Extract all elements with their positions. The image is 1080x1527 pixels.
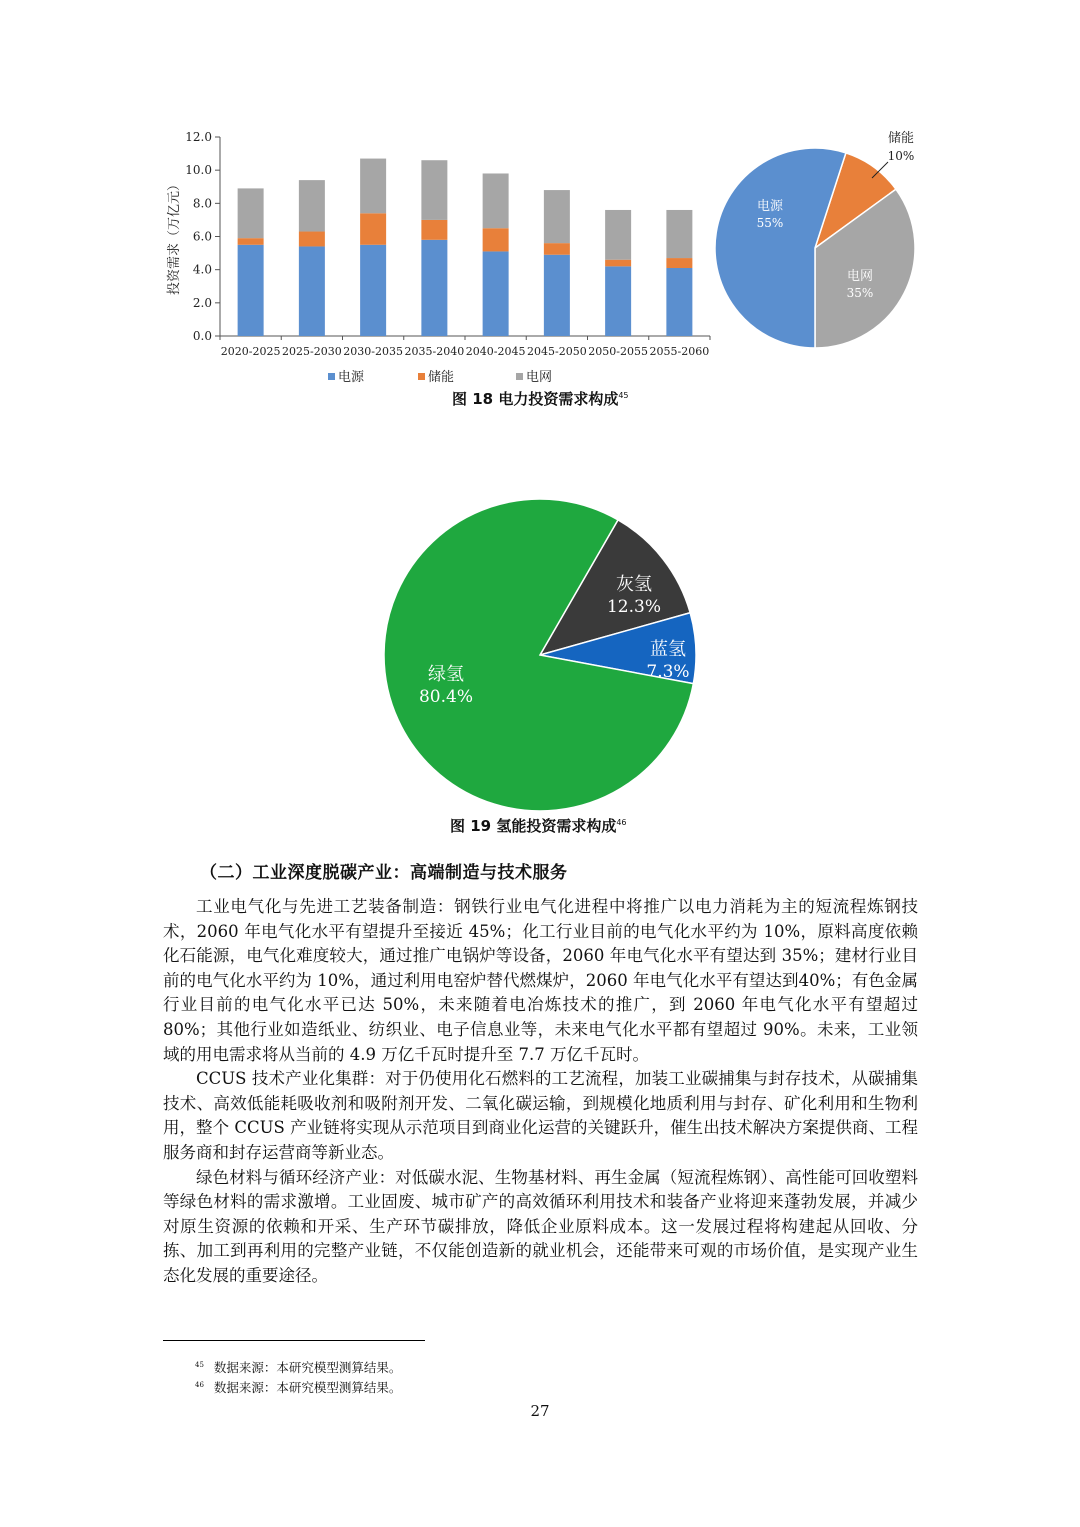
bar-segment: [238, 245, 264, 336]
bar-segment: [238, 188, 264, 238]
x-tick-label: 2045-2050: [527, 345, 587, 358]
figure-18-caption: [452, 388, 629, 409]
bar-chart-power-investment: [150, 120, 720, 392]
footnote-text: 数据来源：本研究模型测算结果。: [213, 1360, 402, 1375]
y-tick-label: 6.0: [192, 229, 212, 244]
bar-segment: [421, 160, 447, 220]
bar-segment: [544, 190, 570, 243]
pie-slice-label: 电源: [756, 199, 784, 214]
x-tick-label: 2050-2055: [588, 345, 648, 358]
body-text: [163, 895, 918, 1289]
pie2-slices: [384, 499, 696, 811]
bar-segment: [544, 255, 570, 336]
bar-segment: [299, 246, 325, 336]
footnote: [195, 1378, 401, 1396]
bar-segment: [605, 260, 631, 267]
paragraph: CCUS 技术产业化集群：对于仍使用化石燃料的工艺流程，加装工业碳捕集与封存技术，从碳捕集技术、高效低能耗吸收剂和吸附剂开发、二氧化碳运输，到规模化地质利用与封存、矿化利用和生物利用，整个 CCUS 产业链将实现从示范项目到商业化运营的关键跃升，催生出技术解决方案提供商、工程服务商和封存运营商等新业态。: [163, 1069, 918, 1162]
x-tick-label: 2025-2030: [282, 345, 342, 358]
footnote-divider: [163, 1340, 425, 1341]
caption-footnote-ref: 46: [616, 818, 627, 827]
bar-segment: [360, 213, 386, 245]
pie-chart-power-investment: [700, 118, 940, 368]
bar-segment: [483, 228, 509, 251]
footnote-text: 数据来源：本研究模型测算结果。: [213, 1380, 402, 1395]
caption-text: 图 19 氢能投资需求构成: [450, 817, 617, 835]
y-axis-label: 投资需求（万亿元）: [167, 177, 182, 296]
pie-chart-hydrogen-investment: [370, 490, 710, 820]
pie-slice-value: 55%: [756, 216, 784, 230]
pie-slice-value: 12.3%: [606, 597, 662, 617]
paragraph: 绿色材料与循环经济产业：对低碳水泥、生物基材料、再生金属（短流程炼钢）、高性能可回收塑料等绿色材料的需求激增。工业固废、城市矿产的高效循环利用技术和装备产业将迎来蓬勃发展，并减少对原生资源的依赖和开采、生产环节碳排放，降低企业原料成本。这一发展过程将构建起从回收、分拣、加工到再利用的完整产业链，不仅能创造新的就业机会，还能带来可观的市场价值，是实现产业生态化发展的重要途径。: [163, 1167, 918, 1285]
section-heading: （二）工业深度脱碳产业：高端制造与技术服务: [200, 863, 568, 883]
y-tick-label: 2.0: [192, 295, 212, 310]
footnote-ref: 45: [195, 1360, 204, 1369]
pie-slice-label: 灰氢: [616, 574, 652, 595]
pie-slice-value: 35%: [846, 286, 874, 300]
bar-segment: [299, 232, 325, 247]
legend-label: 电网: [526, 370, 553, 385]
caption-footnote-ref: 45: [618, 391, 629, 400]
x-tick-label: 2040-2045: [465, 345, 526, 358]
pie-slice-label: 储能: [887, 131, 915, 146]
footnote: [195, 1358, 401, 1376]
y-tick-label: 4.0: [192, 262, 212, 277]
page-number: 27: [530, 1402, 550, 1420]
legend-label: 电源: [338, 370, 365, 385]
bar-segment: [666, 258, 692, 268]
bar-segment: [666, 268, 692, 336]
pie-slice-value: 7.3%: [646, 662, 690, 682]
bar-segment: [238, 238, 264, 245]
figure-19-caption: [450, 815, 627, 836]
y-tick-label: 8.0: [192, 196, 212, 211]
pie-slice-label: 蓝氢: [650, 639, 686, 660]
bar-segment: [299, 180, 325, 231]
bar-segment: [544, 243, 570, 255]
bar-series: [238, 159, 693, 336]
legend-swatch: [516, 373, 523, 380]
x-tick-label: 2020-2025: [220, 345, 281, 358]
pie-slice-label: 绿氢: [428, 664, 464, 685]
bar-segment: [360, 245, 386, 336]
pie-slice-label: 电网: [846, 269, 874, 284]
x-tick-label: 2035-2040: [404, 345, 465, 358]
footnote-ref: 46: [195, 1380, 204, 1389]
legend-swatch: [328, 373, 335, 380]
pie-slice-value: 80.4%: [418, 687, 474, 707]
bar-segment: [421, 240, 447, 336]
y-tick-label: 0.0: [192, 329, 212, 343]
pie1-slices: [715, 130, 915, 348]
x-tick-label: 2055-2060: [649, 345, 710, 358]
y-tick-label: 10.0: [185, 163, 212, 178]
bar-segment: [360, 159, 386, 214]
x-tick-label: 2030-2035: [343, 345, 403, 358]
bar-legend: [328, 369, 552, 385]
legend-swatch: [418, 373, 425, 380]
pie-slice-value: 10%: [887, 149, 915, 163]
caption-text: 图 18 电力投资需求构成: [452, 390, 619, 408]
bar-segment: [421, 220, 447, 240]
bar-segment: [483, 173, 509, 228]
bar-segment: [605, 210, 631, 260]
y-tick-label: 12.0: [185, 130, 212, 144]
bar-segment: [483, 251, 509, 336]
bar-segment: [666, 210, 692, 258]
bar-segment: [605, 266, 631, 336]
paragraph: 工业电气化与先进工艺装备制造：钢铁行业电气化进程中将推广以电力消耗为主的短流程炼钢技术，2060 年电气化水平有望提升至接近 45%；化工行业目前的电气化水平约为 10%，原料高度依赖化石能源，电气化难度较大，通过推广电锅炉等设备，2060 年电气化水平有望达到 35%；建材行业目前的电气化水平约为 10%，通过利用电窑炉替代燃煤炉，2060 年电气化水平有望达到40%；有色金属行业目前的电气化水平已达 50%，未来随着电冶炼技术的推广，到 2060 年电气化水平有望超过 80%；其他行业如造纸业、纺织业、电子信息业等，未来电气化水平都有望超过 90%。未来，工业领域的用电需求将从当前的 4.9 万亿千瓦时提升至 7.7 万亿千瓦时。: [163, 897, 918, 1064]
legend-label: 储能: [428, 370, 455, 385]
